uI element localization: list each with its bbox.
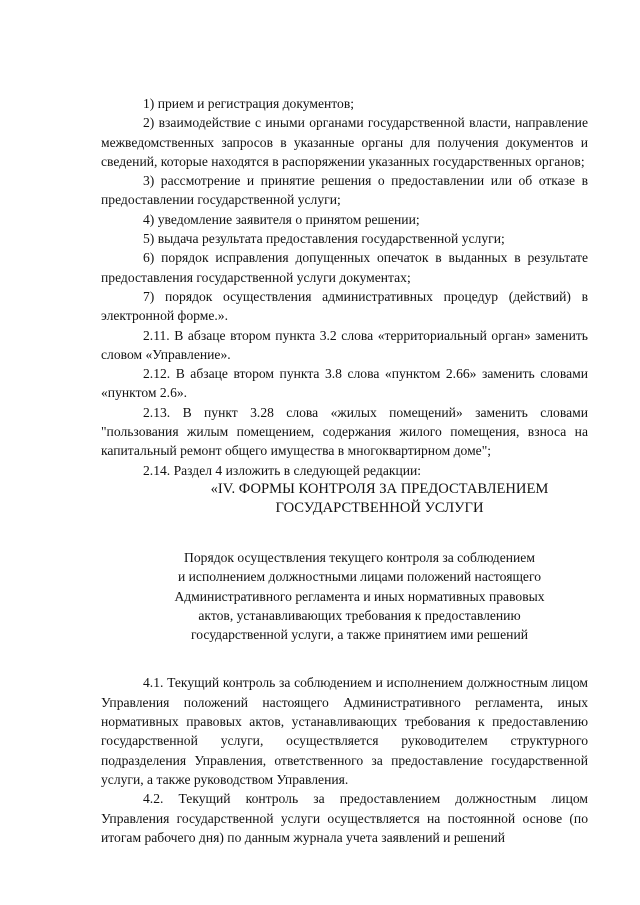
spacer [101,644,588,673]
list-item-2: 2) взаимодействие с иными органами государственной власти, направление межведомственных запросов в указанные органы для получения документов и сведений, которые находятся в распоряжении указанных государственных органов; [101,115,588,169]
subsection-heading [101,548,588,644]
amendment-2-11: 2.11. В абзаце втором пункта 3.2 слова «территориальный орган» заменить словом «Управление». [101,327,588,362]
list-item-3: 3) рассмотрение и принятие решения о предоставлении или об отказе в предоставлении государственной услуги; [101,173,588,208]
list-item-5: 5) выдача результата предоставления государственной услуги; [143,231,505,247]
amendment-2-12: 2.12. В абзаце втором пункта 3.8 слова «пунктом 2.66» заменить словами «пунктом 2.6». [101,366,588,401]
list-item-4: 4) уведомление заявителя о принятом решении; [143,211,420,227]
subsection-heading-line-4: актов, устанавливающих требования к предоставлению [198,607,521,623]
list-item-7: 7) порядок осуществления административных процедур (действий) в электронной форме.». [101,288,588,324]
paragraph-4-2: 4.2. Текущий контроль за предоставлением должностным лицом Управления государственной услуги осуществляется на постоянной основе (по итогам рабочего дня) по данным журнала учета заявлений и решений [101,791,588,845]
subsection-heading-line-3: Административного регламента и иных нормативных правовых [174,588,545,604]
list-item-6: 6) порядок исправления допущенных опечаток в выданных в результате предоставления государственной услуги документах; [101,250,588,285]
amendment-2-13: 2.13. В пункт 3.28 слова «жилых помещений» заменить словами "пользования жилым помещением, содержания жилого помещения, взноса на капитальный ремонт общего имущества в многоквартирном доме"; [101,404,588,459]
subsection-heading-line-5: государственной услуги, а также принятием ими решений [191,627,528,643]
document-body [101,94,588,847]
section-heading-line-2: ГОСУДАРСТВЕННОЙ УСЛУГИ [275,499,484,516]
paragraph-4-1: 4.1. Текущий контроль за соблюдением и исполнением должностным лицом Управления положений настоящего Административного регламента, иных нормативных правовых актов, устанавливающих требования к предоставлению государственной услуги, осуществляется руководителем структурного подразделения Управления, ответственного за предоставление государственной услуги, а также руководством Управления. [101,675,588,787]
list-item-1: 1) прием и регистрация документов; [143,96,355,111]
subsection-heading-line-2: и исполнением должностными лицами положений настоящего [177,569,541,585]
section-heading [101,480,588,518]
subsection-heading-line-1: Порядок осуществления текущего контроля за соблюдением [184,549,535,565]
section-heading-line-1: «IV. ФОРМЫ КОНТРОЛЯ ЗА ПРЕДОСТАВЛЕНИЕМ [210,480,549,497]
amendment-2-14: 2.14. Раздел 4 изложить в следующей редакции: [143,462,422,478]
